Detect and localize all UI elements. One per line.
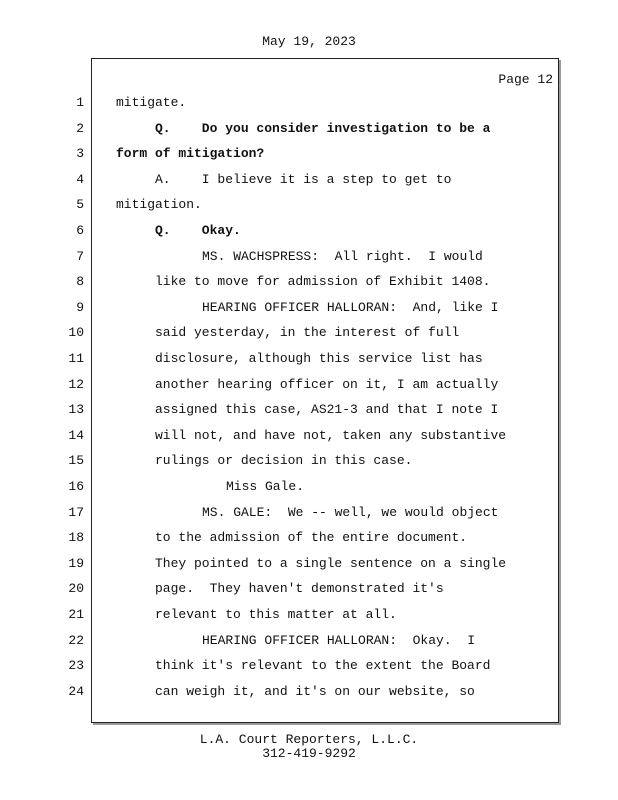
transcript-line: disclosure, although this service list has xyxy=(155,351,483,366)
footer-company: L.A. Court Reporters, L.L.C. xyxy=(199,732,419,747)
transcript-line-speaker: HEARING OFFICER HALLORAN: And, like I xyxy=(202,300,499,315)
line-number: 24 xyxy=(68,684,84,699)
header-date: May 19, 2023 xyxy=(262,34,356,49)
transcript-line: said yesterday, in the interest of full xyxy=(155,325,460,340)
transcript-line: mitigate. xyxy=(116,95,187,110)
transcript-line-speaker: HEARING OFFICER HALLORAN: Okay. I xyxy=(202,633,476,648)
transcript-line: page. They haven't demonstrated it's xyxy=(155,581,444,596)
line-number: 4 xyxy=(76,172,84,187)
transcript-line-question: Q. Do you consider investigation to be a xyxy=(155,121,491,136)
line-number: 2 xyxy=(76,121,84,136)
transcript-line: Miss Gale. xyxy=(226,479,305,494)
transcript-line-speaker: MS. WACHSPRESS: All right. I would xyxy=(202,249,483,264)
line-number: 5 xyxy=(76,197,84,212)
line-number: 23 xyxy=(68,658,84,673)
line-number: 17 xyxy=(68,505,84,520)
transcript-line-question: Q. Okay. xyxy=(155,223,241,238)
transcript-line: think it's relevant to the extent the Board xyxy=(155,658,491,673)
line-number: 11 xyxy=(68,351,84,366)
transcript-line: will not, and have not, taken any substantive xyxy=(155,428,507,443)
line-number: 13 xyxy=(68,402,84,417)
transcript-line: to the admission of the entire document. xyxy=(155,530,468,545)
transcript-line: They pointed to a single sentence on a single xyxy=(155,556,507,571)
line-number: 6 xyxy=(76,223,84,238)
line-number: 14 xyxy=(68,428,84,443)
line-number: 8 xyxy=(76,274,84,289)
line-number: 12 xyxy=(68,377,84,392)
transcript-line-speaker: MS. GALE: We -- well, we would object xyxy=(202,505,499,520)
line-number: 22 xyxy=(68,633,84,648)
line-number: 21 xyxy=(68,607,84,622)
transcript-line: another hearing officer on it, I am actually xyxy=(155,377,499,392)
transcript-line: can weigh it, and it's on our website, so xyxy=(155,684,475,699)
line-number: 20 xyxy=(68,581,84,596)
line-number: 18 xyxy=(68,530,84,545)
line-number: 16 xyxy=(68,479,84,494)
line-number: 9 xyxy=(76,300,84,315)
transcript-line: relevant to this matter at all. xyxy=(155,607,397,622)
line-number: 15 xyxy=(68,453,84,468)
line-number: 10 xyxy=(68,325,84,340)
line-number: 1 xyxy=(76,95,84,110)
line-number: 19 xyxy=(68,556,84,571)
transcript-line: mitigation. xyxy=(116,197,202,212)
line-number: 7 xyxy=(76,249,84,264)
page-number: Page 12 xyxy=(498,72,553,87)
footer-phone: 312-419-9292 xyxy=(262,746,356,761)
transcript-line-question: form of mitigation? xyxy=(116,146,265,161)
transcript-line: like to move for admission of Exhibit 1408. xyxy=(155,274,491,289)
transcript-line-answer: A. I believe it is a step to get to xyxy=(155,172,452,187)
transcript-line: rulings or decision in this case. xyxy=(155,453,413,468)
line-number: 3 xyxy=(76,146,84,161)
transcript-line: assigned this case, AS21-3 and that I note I xyxy=(155,402,499,417)
